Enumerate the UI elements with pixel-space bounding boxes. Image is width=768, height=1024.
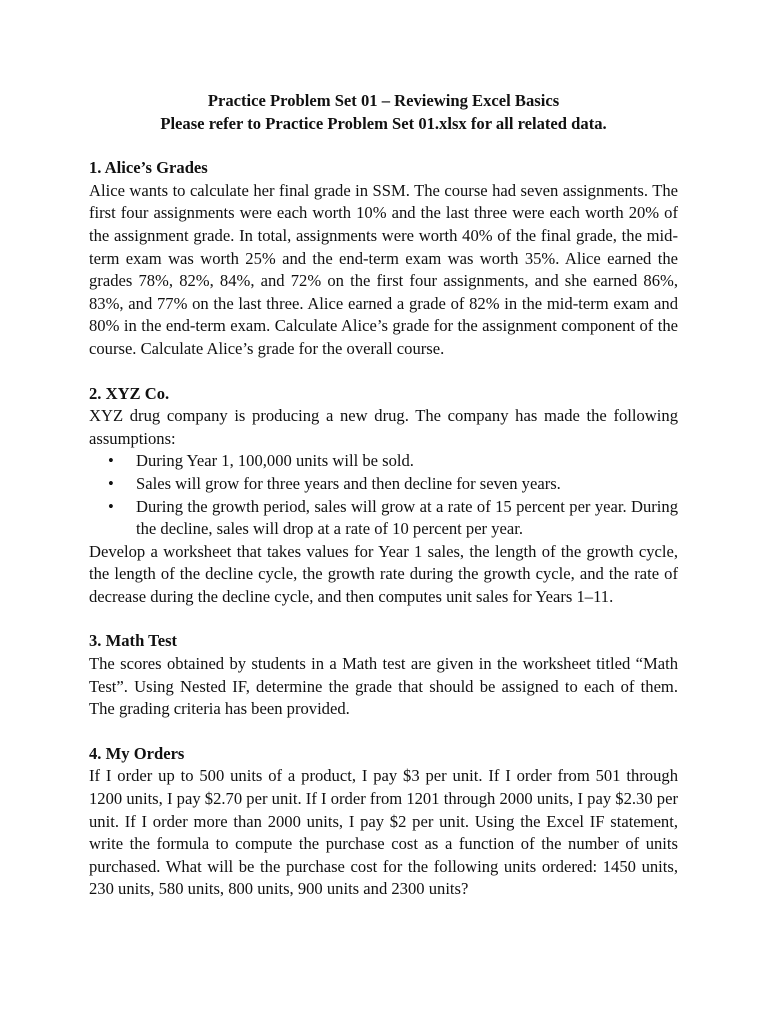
problem-1-text: Alice wants to calculate her final grade in SSM. The course had seven assignments. The first four assignments were each worth 10% and the last three were each worth 20% of the assignment grade. In total, assignments were worth 40% of the final grade, the mid-term exam was worth 25% and the end-term exam was worth 35%. Alice earned the grades 78%, 82%, 84%, and 72% on the first four assignments, and she earned 86%, 83%, and 77% on the last three. Alice earned a grade of 82% in the mid-term exam and 80% in the end-term exam. Calculate Alice’s grade for the assignment component of the course. Calculate Alice’s grade for the overall course. [89, 180, 678, 358]
list-item [108, 473, 678, 496]
problem-4-heading: 4. My Orders [89, 743, 185, 763]
problem-2-heading: 2. XYZ Co. [89, 383, 170, 403]
problem-2 [89, 383, 678, 609]
problem-2-outro: Develop a worksheet that takes values for Year 1 sales, the length of the growth cycle, the length of the decline cycle, the growth rate during the growth cycle, and the rate of decrease during the decline cycle, and then computes unit sales for Years 1–11. [89, 541, 678, 606]
bullet-icon: • [108, 451, 114, 471]
document-title: Practice Problem Set 01 – Reviewing Excel Basics [207, 91, 560, 110]
problem-1-heading: 1. Alice’s Grades [89, 158, 208, 178]
problem-3 [89, 630, 678, 720]
document-subtitle: Please refer to Practice Problem Set 01.xlsx for all related data. [160, 113, 607, 133]
problem-4-text: If I order up to 500 units of a product, I pay $3 per unit. If I order from 501 through 1200 units, I pay $2.70 per unit. If I order from 1201 through 2000 units, I pay $2.30 per unit. If I order more than 2000 units, I pay $2 per unit. Using the Excel IF statement, write the formula to compute the purchase cost as a function of the number of units purchased. What will be the purchase cost for the following units ordered: 1450 units, 230 units, 580 units, 800 units, 900 units and 2300 units? [89, 766, 678, 899]
list-item [108, 496, 678, 541]
assumption-text: During Year 1, 100,000 units will be sold. [136, 451, 414, 471]
list-item [108, 450, 678, 473]
problem-4 [89, 743, 678, 901]
problem-3-heading: 3. Math Test [89, 631, 178, 651]
problem-2-intro: XYZ drug company is producing a new drug. The company has made the following assumptions: [89, 406, 678, 448]
assumption-text: During the growth period, sales will grow at a rate of 15 percent per year. During the decline, sales will drop at a rate of 10 percent per year. [136, 496, 678, 539]
assumption-list [89, 450, 678, 540]
document-page [89, 90, 678, 901]
problem-3-text: The scores obtained by students in a Math test are given in the worksheet titled “Math Test”. Using Nested IF, determine the grade that should be assigned to each of them. The grading criteria has been provided. [89, 654, 678, 719]
bullet-icon: • [108, 473, 114, 493]
problem-1 [89, 157, 678, 360]
bullet-icon: • [108, 496, 114, 516]
assumption-text: Sales will grow for three years and then decline for seven years. [136, 473, 561, 493]
